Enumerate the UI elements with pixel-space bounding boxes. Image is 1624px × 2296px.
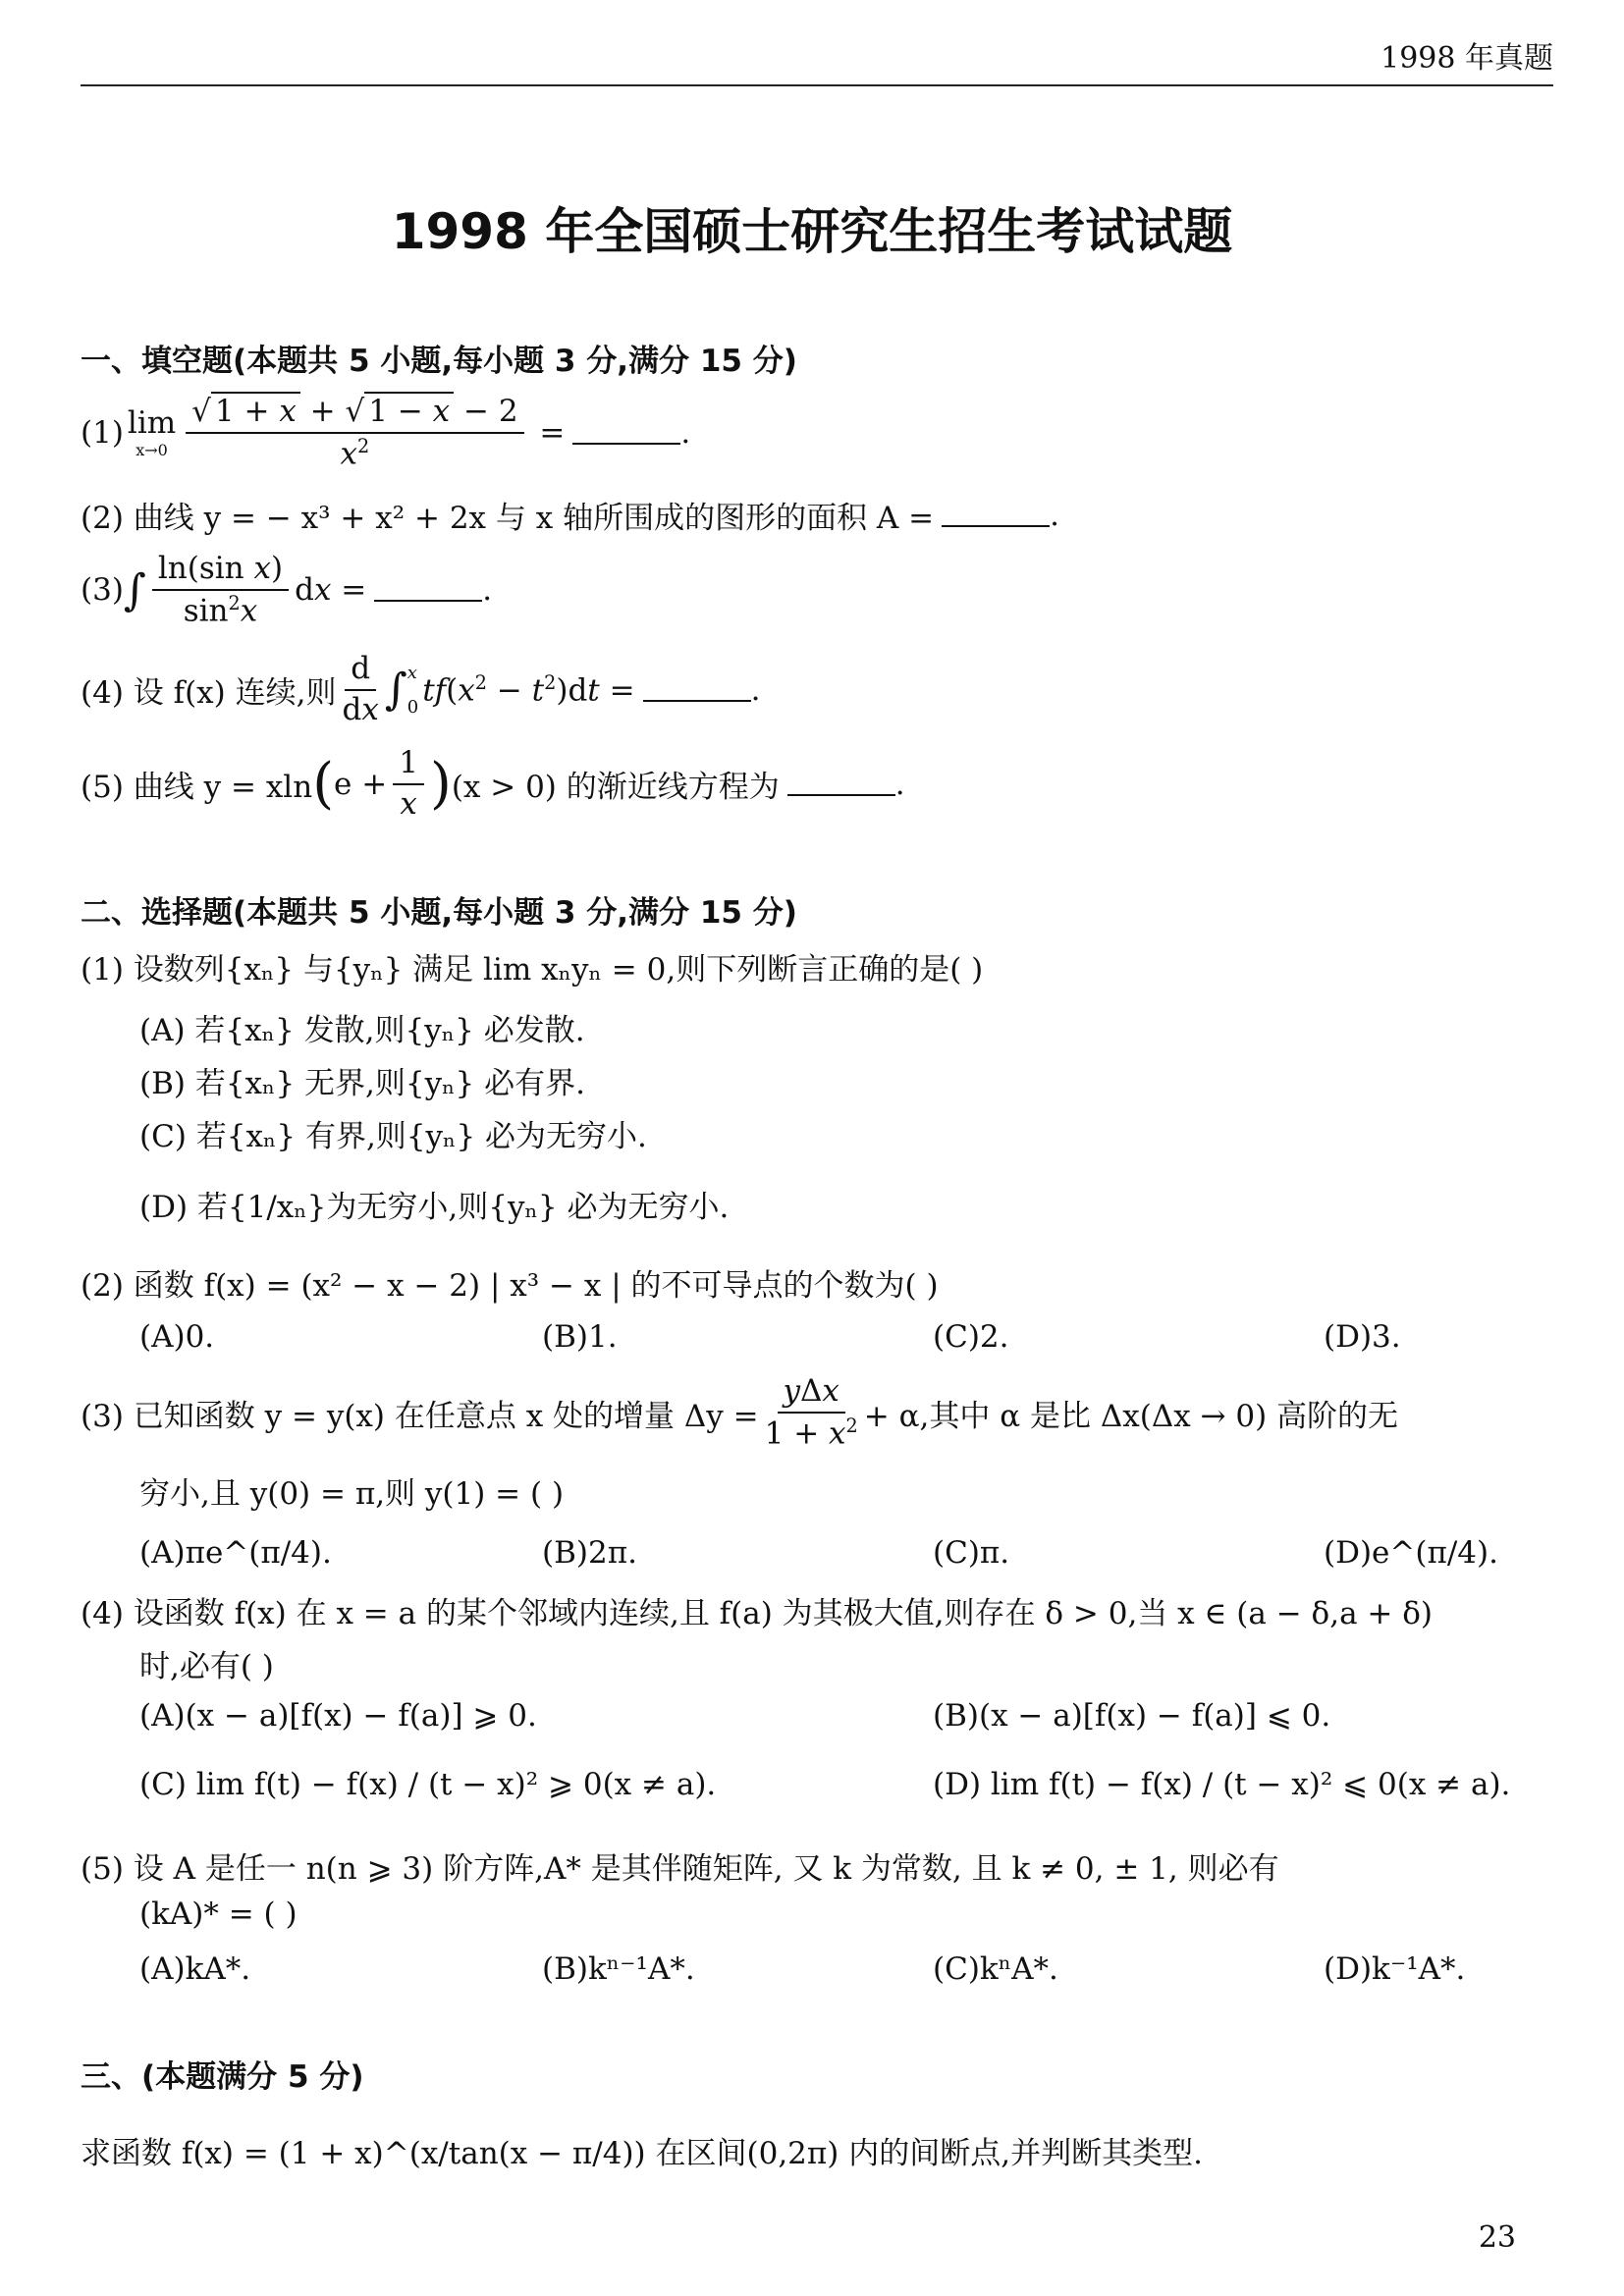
choice-q2-option-c: (C)2. xyxy=(933,1319,1009,1355)
section-2-heading: 二、选择题(本题共 5 小题,每小题 3 分,满分 15 分) xyxy=(81,895,797,931)
answer-blank xyxy=(942,504,1050,527)
choice-q5-option-a: (A)kA*. xyxy=(139,1951,251,1987)
section-1-heading: 一、填空题(本题共 5 小题,每小题 3 分,满分 15 分) xyxy=(81,344,797,379)
fill-q4: (4) 设 f(x) 连续,则 $\frac{d}{dx}$ ∫ x 0 $tf(x^2 - t^2)dt$ = . xyxy=(81,651,761,727)
choice-q5-option-d: (D)k⁻¹A*. xyxy=(1324,1951,1466,1987)
choice-q5: (5) 设 A 是任一 n(n ⩾ 3) 阶方阵,A* 是其伴随矩阵, 又 k 为常数, 且 k ≠ 0, ± 1, 则必有 xyxy=(81,1851,1279,1887)
answer-blank xyxy=(572,421,680,445)
fill-q2-text: (2) 曲线 y = − x³ + x² + 2x 与 x 轴所围成的图形的面积 A = xyxy=(81,501,935,536)
choice-q1-option-d: (D) 若{1/xₙ}为无穷小,则{yₙ} 必为无穷小. xyxy=(139,1190,730,1225)
fill-q1-label: (1) xyxy=(81,415,124,452)
answer-blank xyxy=(643,678,751,702)
fill-q5: (5) 曲线 y = xln ( e + $\frac{1}{x}$ ) (x > 0) 的渐近线方程为 . xyxy=(81,745,905,822)
choice-q5-option-c: (C)kⁿA*. xyxy=(933,1951,1058,1987)
fill-q5-label: (5) 曲线 y = xln xyxy=(81,770,313,806)
fill-q4-label: (4) 设 f(x) 连续,则 xyxy=(81,675,337,712)
integral-sign: ∫ xyxy=(123,564,146,615)
choice-q3-option-b: (B)2π. xyxy=(542,1535,637,1571)
answer-blank xyxy=(374,578,482,602)
choice-q3-line2: 穷小,且 y(0) = π,则 y(1) = ( ) xyxy=(139,1476,565,1512)
fill-q5-fraction: $\frac{1}{x}$ xyxy=(393,746,424,822)
choice-q2-option-b: (B)1. xyxy=(542,1319,618,1355)
fill-q5-tail: (x > 0) 的渐近线方程为 xyxy=(451,770,780,806)
choice-q3 xyxy=(81,1374,1398,1452)
page-number: 23 xyxy=(1478,2220,1516,2255)
page-header: 1998 年真题 xyxy=(1380,41,1553,76)
choice-q4-line2: 时,必有( ) xyxy=(139,1649,274,1684)
choice-q3-option-c: (C)π. xyxy=(933,1535,1010,1571)
choice-q4-option-c: (C) lim f(t) − f(x) / (t − x)² ⩾ 0(x ≠ a). xyxy=(139,1767,717,1802)
fill-q3-fraction: $\frac{\text{ln(sin x)}}{\sin^2x}$ xyxy=(152,552,289,629)
section-3-heading: 三、(本题满分 5 分) xyxy=(81,2059,364,2095)
choice-q3-option-d: (D)e^(π/4). xyxy=(1324,1535,1498,1571)
choice-q2: (2) 函数 f(x) = (x² − x − 2) | x³ − x | 的不可导点的个数为( ) xyxy=(81,1268,939,1304)
choice-q1-option-c: (C) 若{xₙ} 有界,则{yₙ} 必为无穷小. xyxy=(139,1119,647,1154)
header-rule xyxy=(81,84,1553,86)
section-3-question: 求函数 f(x) = (1 + x)^(x/tan(x − π/4)) 在区间(0,2π) 内的间断点,并判断其类型. xyxy=(81,2136,1203,2171)
integral-limits: x 0 xyxy=(406,662,419,718)
choice-q3-fraction: $\frac{\text{yΔx}}{1 + x^2}$ xyxy=(764,1373,858,1451)
choice-q3-stem-continued: + α,其中 α 是比 Δx(Δx → 0) 高阶的无 xyxy=(863,1398,1399,1434)
choice-q4-option-b: (B)(x − a)[f(x) − f(a)] ⩽ 0. xyxy=(933,1698,1331,1734)
choice-q4-option-d: (D) lim f(t) − f(x) / (t − x)² ⩽ 0(x ≠ a). xyxy=(933,1767,1511,1802)
choice-q1: (1) 设数列{xₙ} 与{yₙ} 满足 lim xₙyₙ = 0,则下列断言正确的是( ) xyxy=(81,952,984,988)
integral-sign: ∫ xyxy=(384,665,407,716)
choice-q2-option-d: (D)3. xyxy=(1324,1319,1401,1355)
choice-q4: (4) 设函数 f(x) 在 x = a 的某个邻域内连续,且 f(a) 为其极大值,则存在 δ > 0,当 x ∈ (a − δ,a + δ) xyxy=(81,1596,1434,1631)
fill-q3: (3) ∫ $\frac{\text{ln(sin x)}}{\sin^2x}$ dx = . xyxy=(81,551,493,628)
choice-q3-stem: (3) 已知函数 y = y(x) 在任意点 x 处的增量 Δy = xyxy=(81,1398,759,1434)
fill-q3-label: (3) xyxy=(81,572,124,609)
choice-q1-option-b: (B) 若{xₙ} 无界,则{yₙ} 必有界. xyxy=(139,1066,585,1101)
fill-q1: (1) lim x→0 $\frac{√ 1 + x + √ 1 - x - 2}{x^2}$ = . xyxy=(81,394,691,471)
choice-q5-option-b: (B)kⁿ⁻¹A*. xyxy=(542,1951,695,1987)
answer-blank xyxy=(787,773,895,796)
choice-q5-line2: (kA)* = ( ) xyxy=(139,1896,298,1932)
choice-q3-option-a: (A)πe^(π/4). xyxy=(139,1535,332,1571)
choice-q4-option-a: (A)(x − a)[f(x) − f(a)] ⩾ 0. xyxy=(139,1698,537,1734)
page-title: 1998 年全国硕士研究生招生考试试题 xyxy=(391,203,1233,260)
derivative-operator: $\frac{d}{dx}$ xyxy=(342,651,379,727)
fill-q2: (2) 曲线 y = − x³ + x² + 2x 与 x 轴所围成的图形的面积 A = . xyxy=(81,493,1059,537)
choice-q1-option-a: (A) 若{xₙ} 发散,则{yₙ} 必发散. xyxy=(139,1013,585,1048)
lim-symbol: lim x→0 xyxy=(127,404,177,459)
fill-q1-fraction: $\frac{√ 1 + x + √ 1 - x - 2}{x^2}$ xyxy=(186,395,523,472)
choice-q2-option-a: (A)0. xyxy=(139,1319,215,1355)
